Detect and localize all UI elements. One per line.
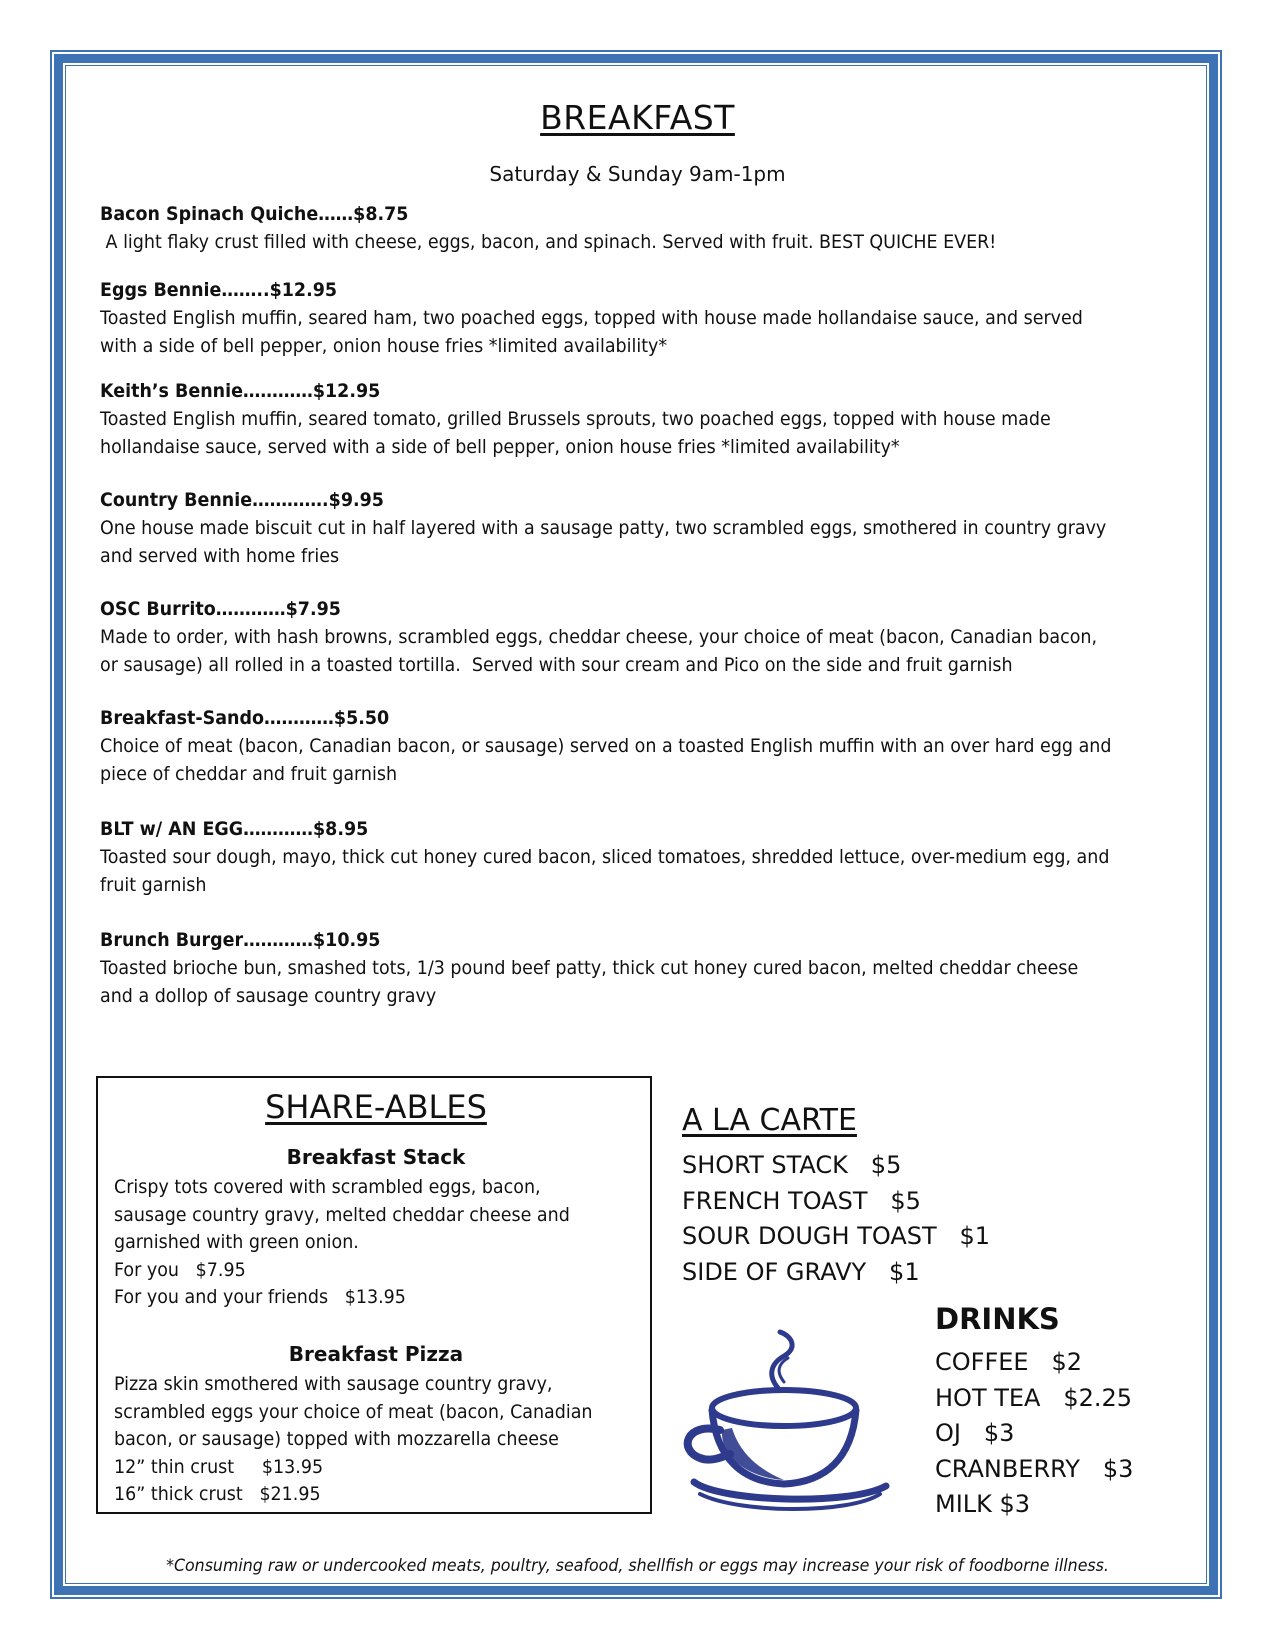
breakfast-pizza-description <box>114 1371 629 1509</box>
item-description <box>100 954 1176 1010</box>
description-line: and a dollop of sausage country gravy <box>100 985 437 1007</box>
coffee-cup-icon <box>680 1318 910 1518</box>
item-name-price: Eggs Bennie……..$12.95 <box>100 279 338 301</box>
menu-item-eggs-bennie <box>100 276 1185 360</box>
item-name-price: Country Bennie………….$9.95 <box>100 489 384 511</box>
menu-item-brunch-burger <box>100 926 1185 1010</box>
description-line: Toasted brioche bun, smashed tots, 1/3 pound beef patty, thick cut honey cured bacon, melted cheddar cheese <box>100 957 1079 979</box>
drink-row: MILK $3 <box>935 1490 1031 1518</box>
item-name-price: BLT w/ AN EGG…………$8.95 <box>100 818 369 840</box>
menu-item-keiths-bennie <box>100 377 1185 461</box>
description-line: piece of cheddar and fruit garnish <box>100 763 398 785</box>
description-line: Choice of meat (bacon, Canadian bacon, or sausage) served on a toasted English muffin with an over hard egg and <box>100 735 1112 757</box>
menu-item-country-bennie <box>100 486 1185 570</box>
description-line: Made to order, with hash browns, scrambled eggs, cheddar cheese, your choice of meat (bacon, Canadian bacon, <box>100 626 1098 648</box>
menu-item-breakfast-sando <box>100 704 1185 788</box>
description-line: with a side of bell pepper, onion house fries *limited availability* <box>100 335 668 357</box>
description-line: hollandaise sauce, served with a side of bell pepper, onion house fries *limited availability* <box>100 436 900 458</box>
share-line: Crispy tots covered with scrambled eggs, bacon, <box>114 1176 541 1198</box>
share-line: scrambled eggs your choice of meat (bacon, Canadian <box>114 1400 593 1423</box>
description-line: Toasted English muffin, seared ham, two poached eggs, topped with house made hollandaise sauce, and served <box>100 307 1083 329</box>
description-line: Toasted sour dough, mayo, thick cut honey cured bacon, sliced tomatoes, shredded lettuce, over-medium egg, and <box>100 846 1110 868</box>
drink-row: HOT TEA $2.25 <box>935 1383 1133 1412</box>
description-line: One house made biscuit cut in half layered with a sausage patty, two scrambled eggs, smothered in country gravy <box>100 517 1107 539</box>
description-line: or sausage) all rolled in a toasted tortilla. Served with sour cream and Pico on the side and fruit garnish <box>100 654 1013 676</box>
share-line: bacon, or sausage) topped with mozzarella cheese <box>114 1428 559 1450</box>
drink-row: CRANBERRY $3 <box>935 1454 1134 1483</box>
menu-item-quiche <box>100 200 1185 256</box>
item-description <box>100 228 1176 256</box>
drink-row: OJ $3 <box>935 1419 1015 1447</box>
item-description <box>100 623 1176 679</box>
hours-subtitle: Saturday & Sunday 9am-1pm <box>489 162 786 186</box>
a-la-carte-row: SIDE OF GRAVY $1 <box>682 1257 920 1286</box>
share-line: For you $7.95 <box>114 1258 246 1281</box>
item-description <box>100 405 1176 461</box>
page-title: BREAKFAST <box>540 98 735 137</box>
description-line: A light flaky crust filled with cheese, eggs, bacon, and spinach. Served with fruit. BEST QUICHE EVER! <box>100 231 997 253</box>
item-name-price: Keith’s Bennie…………$12.95 <box>100 380 381 402</box>
share-line: Pizza skin smothered with sausage country gravy, <box>114 1373 553 1395</box>
item-description <box>100 514 1176 570</box>
menu-item-osc-burrito <box>100 595 1185 679</box>
a-la-carte-row: SHORT STACK $5 <box>682 1151 902 1179</box>
share-line: For you and your friends $13.95 <box>114 1286 406 1308</box>
drink-row: COFFEE $2 <box>935 1348 1083 1376</box>
item-description <box>100 732 1176 788</box>
item-name-price: Breakfast-Sando…………$5.50 <box>100 707 390 729</box>
a-la-carte-row: SOUR DOUGH TOAST $1 <box>682 1222 991 1250</box>
breakfast-pizza-title: Breakfast Pizza <box>288 1342 464 1366</box>
item-description <box>100 843 1176 899</box>
shareables-title: SHARE-ABLES <box>265 1088 487 1126</box>
drinks-title: DRINKS <box>935 1302 1060 1336</box>
description-line: fruit garnish <box>100 874 207 896</box>
description-line: and served with home fries <box>100 545 340 567</box>
share-line: 16” thick crust $21.95 <box>114 1483 321 1505</box>
a-la-carte-list <box>682 1148 990 1290</box>
item-description <box>100 304 1176 360</box>
a-la-carte-title: A LA CARTE <box>682 1103 857 1138</box>
description-line: Toasted English muffin, seared tomato, grilled Brussels sprouts, two poached eggs, topped with house made <box>100 408 1051 430</box>
breakfast-stack-description <box>114 1174 629 1312</box>
a-la-carte-row: FRENCH TOAST $5 <box>682 1186 921 1215</box>
item-name-price: Bacon Spinach Quiche……$8.75 <box>100 203 409 225</box>
menu-item-blt-egg <box>100 815 1185 899</box>
drinks-list <box>935 1345 1133 1523</box>
food-safety-disclaimer: *Consuming raw or undercooked meats, poultry, seafood, shellfish or eggs may increase your risk of foodborne illness. <box>166 1556 1109 1576</box>
item-name-price: Brunch Burger…………$10.95 <box>100 929 381 951</box>
share-line: sausage country gravy, melted cheddar cheese and <box>114 1203 570 1226</box>
share-line: garnished with green onion. <box>114 1231 359 1253</box>
breakfast-stack-title: Breakfast Stack <box>286 1145 466 1169</box>
share-line: 12” thin crust $13.95 <box>114 1455 324 1478</box>
item-name-price: OSC Burrito…………$7.95 <box>100 598 341 620</box>
shareables-box <box>96 1076 652 1514</box>
